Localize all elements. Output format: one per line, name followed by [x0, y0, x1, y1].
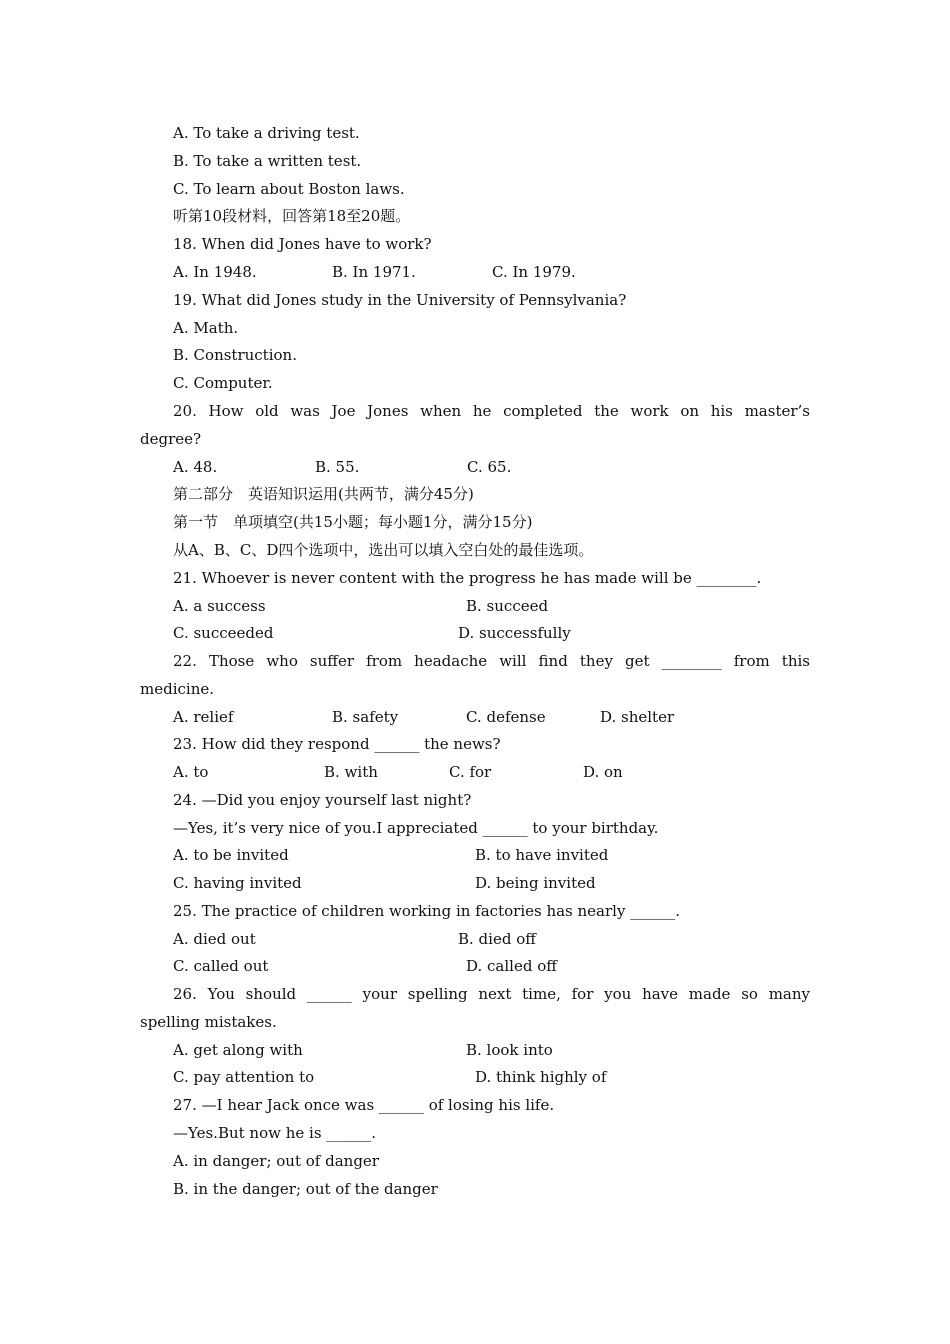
- question-27-reply: —Yes.But now he is ______.: [173, 1124, 377, 1142]
- section-instruction-10: 听第10段材料，回答第18至20题。: [173, 207, 411, 225]
- q21-option-a: A. a success: [173, 597, 266, 615]
- section-one-instruction: 从A、B、C、D四个选项中，选出可以填入空白处的最佳选项。: [173, 541, 594, 559]
- question-24: 24. —Did you enjoy yourself last night?: [173, 791, 472, 809]
- q25-option-d: D. called off: [466, 957, 557, 975]
- q24-option-d: D. being invited: [475, 874, 596, 892]
- q21-option-c: C. succeeded: [173, 624, 274, 642]
- question-20-cont: degree?: [140, 430, 202, 448]
- q24-option-a: A. to be invited: [173, 846, 289, 864]
- question-22: 22. Those who suffer from headache will find they get ________ from this: [173, 652, 810, 670]
- q20-option-a: A. 48.: [173, 458, 218, 476]
- q26-option-b: B. look into: [466, 1041, 553, 1059]
- q23-option-a: A. to: [173, 763, 209, 781]
- q22-option-c: C. defense: [466, 708, 546, 726]
- question-21: 21. Whoever is never content with the progress he has made will be ________.: [173, 569, 762, 587]
- q20-option-c: C. 65.: [467, 458, 512, 476]
- q18-option-a: A. In 1948.: [173, 263, 257, 281]
- q26-option-d: D. think highly of: [475, 1068, 607, 1086]
- q19-option-b: B. Construction.: [173, 346, 297, 364]
- q23-option-d: D. on: [583, 763, 623, 781]
- question-25: 25. The practice of children working in factories has nearly ______.: [173, 902, 680, 920]
- question-27: 27. —I hear Jack once was ______ of losing his life.: [173, 1096, 555, 1114]
- question-19: 19. What did Jones study in the University of Pennsylvania?: [173, 291, 627, 309]
- q18-option-b: B. In 1971.: [332, 263, 416, 281]
- question-20: 20. How old was Joe Jones when he completed the work on his master’s: [173, 402, 810, 420]
- q22-option-a: A. relief: [173, 708, 234, 726]
- q21-option-b: B. succeed: [466, 597, 549, 615]
- question-23: 23. How did they respond ______ the news?: [173, 735, 501, 753]
- q22-option-d: D. shelter: [600, 708, 675, 726]
- q24-option-b: B. to have invited: [475, 846, 609, 864]
- q25-option-b: B. died off: [458, 930, 536, 948]
- question-22-cont: medicine.: [140, 680, 215, 698]
- question-18: 18. When did Jones have to work?: [173, 235, 432, 253]
- q21-option-d: D. successfully: [458, 624, 571, 642]
- part-two-heading: 第二部分 英语知识运用(共两节，满分45分): [173, 485, 474, 503]
- q17-option-b: B. To take a written test.: [173, 152, 362, 170]
- q27-option-a: A. in danger; out of danger: [173, 1152, 379, 1170]
- question-24-reply: —Yes, it’s very nice of you.I appreciated ______ to your birthday.: [173, 819, 659, 837]
- question-26: 26. You should ______ your spelling next time, for you have made so many: [173, 985, 810, 1003]
- q19-option-a: A. Math.: [173, 319, 239, 337]
- q26-option-a: A. get along with: [173, 1041, 303, 1059]
- q25-option-a: A. died out: [173, 930, 256, 948]
- q27-option-b: B. in the danger; out of the danger: [173, 1180, 438, 1198]
- q23-option-b: B. with: [324, 763, 378, 781]
- q17-option-a: A. To take a driving test.: [173, 124, 360, 142]
- q26-option-c: C. pay attention to: [173, 1068, 315, 1086]
- q24-option-c: C. having invited: [173, 874, 302, 892]
- q18-option-c: C. In 1979.: [492, 263, 576, 281]
- q17-option-c: C. To learn about Boston laws.: [173, 180, 405, 198]
- section-one-heading: 第一节 单项填空(共15小题；每小题1分，满分15分): [173, 513, 533, 531]
- q22-option-b: B. safety: [332, 708, 399, 726]
- q20-option-b: B. 55.: [315, 458, 360, 476]
- q25-option-c: C. called out: [173, 957, 269, 975]
- q23-option-c: C. for: [449, 763, 492, 781]
- q19-option-c: C. Computer.: [173, 374, 273, 392]
- question-26-cont: spelling mistakes.: [140, 1013, 277, 1031]
